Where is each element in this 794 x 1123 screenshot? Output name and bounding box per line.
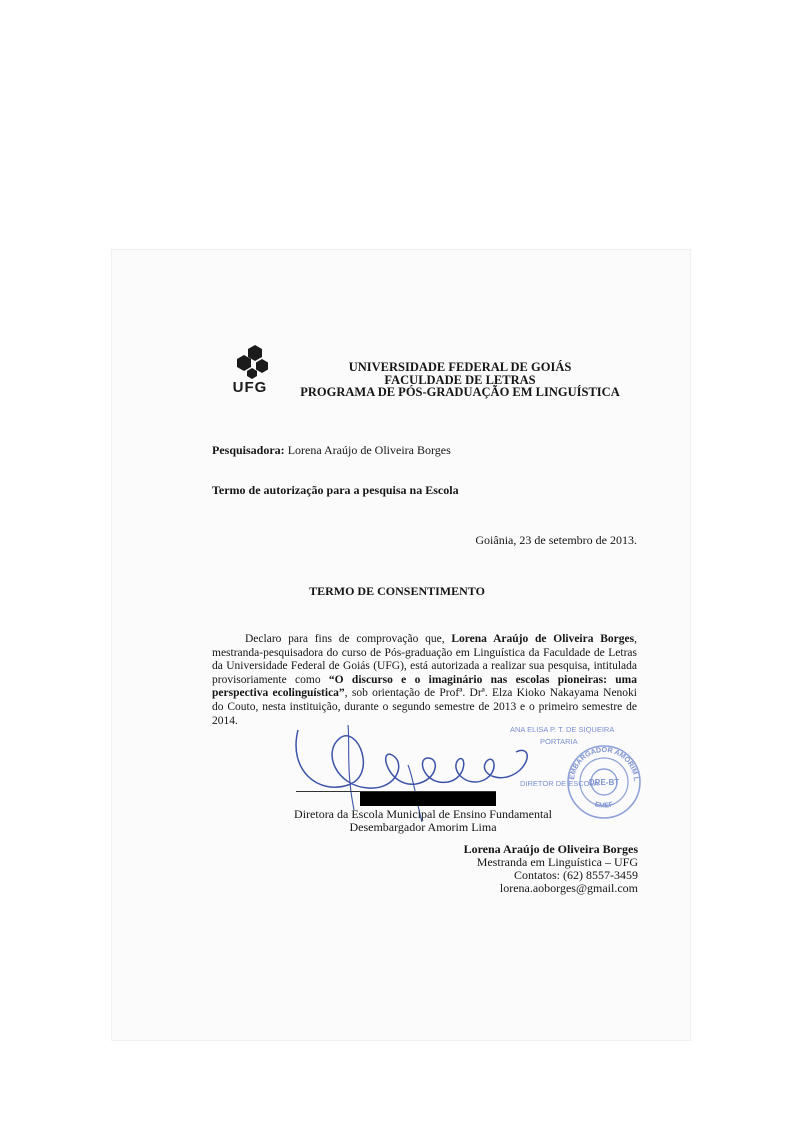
- researcher-name-bold: Lorena Araújo de Oliveira Borges: [451, 633, 635, 645]
- seal-graphic: [566, 744, 642, 820]
- researcher-label: Pesquisadora:: [212, 443, 285, 457]
- subject-line: Termo de autorização para a pesquisa na Escola: [212, 483, 459, 497]
- logo-text: UFG: [232, 379, 268, 396]
- redaction-bar: [360, 792, 496, 806]
- faculty-name: FACULDADE DE LETRAS: [384, 373, 536, 387]
- seal-center-text: DRE-BT: [588, 778, 620, 787]
- signatory-school: Desembargador Amorim Lima: [349, 820, 497, 834]
- stamp-line-1: ANA ELISA P. T. DE SIQUEIRA: [510, 725, 615, 734]
- contact-title: Mestranda em Linguística – UFG: [476, 855, 638, 869]
- contact-name: Lorena Araújo de Oliveira Borges: [463, 842, 638, 856]
- consent-paragraph: Declaro para fins de comprovação que, Lorena Araújo de Oliveira Borges, mestranda-pesquisadora do curso de Pós-graduação em Linguística da Faculdade de Letras da Universidade Federal de Goiás (UFG), está autorizada a realizar sua pesquisa, intitulada provisoriamente como “O discurso e o imaginário nas escolas pioneiras: uma perspectiva ecolinguística”, sob orientação de Profª. Drª. Elza Kioko Nakayama Nenoki do Couto, nesta instituição, durante o segundo semestre de 2013 e o primeiro semestre de 2014.: [212, 633, 638, 727]
- seal-top-text: EMBARGADOR AMORIM L: [567, 744, 642, 782]
- research-title: “O discurso e o imaginário nas escolas pioneiras: uma perspectiva ecolinguística”: [212, 673, 637, 700]
- seal-bottom-text: EMEF: [593, 801, 615, 810]
- document-title: TERMO DE CONSENTIMENTO: [309, 584, 485, 598]
- university-name: UNIVERSIDADE FEDERAL DE GOIÁS: [348, 360, 572, 374]
- contact-email: lorena.aoborges@gmail.com: [499, 881, 638, 895]
- program-name: PROGRAMA DE PÓS-GRADUAÇÃO EM LINGUÍSTICA: [300, 385, 620, 399]
- researcher-line: [212, 444, 451, 457]
- signatory-role: Diretora da Escola Municipal de Ensino Fundamental: [294, 807, 552, 821]
- researcher-name: Lorena Araújo de Oliveira Borges: [287, 443, 451, 457]
- date-line: Goiânia, 23 de setembro de 2013.: [475, 533, 637, 547]
- stamp-line-2: PORTARIA: [540, 737, 578, 746]
- ufg-logo: [222, 343, 278, 399]
- hexagon-cluster-icon: [222, 343, 278, 379]
- school-seal: [566, 744, 642, 820]
- contact-phone: Contatos: (62) 8557-3459: [514, 868, 638, 882]
- stamp-line-3: DIRETOR DE ESCOLA: [520, 779, 599, 788]
